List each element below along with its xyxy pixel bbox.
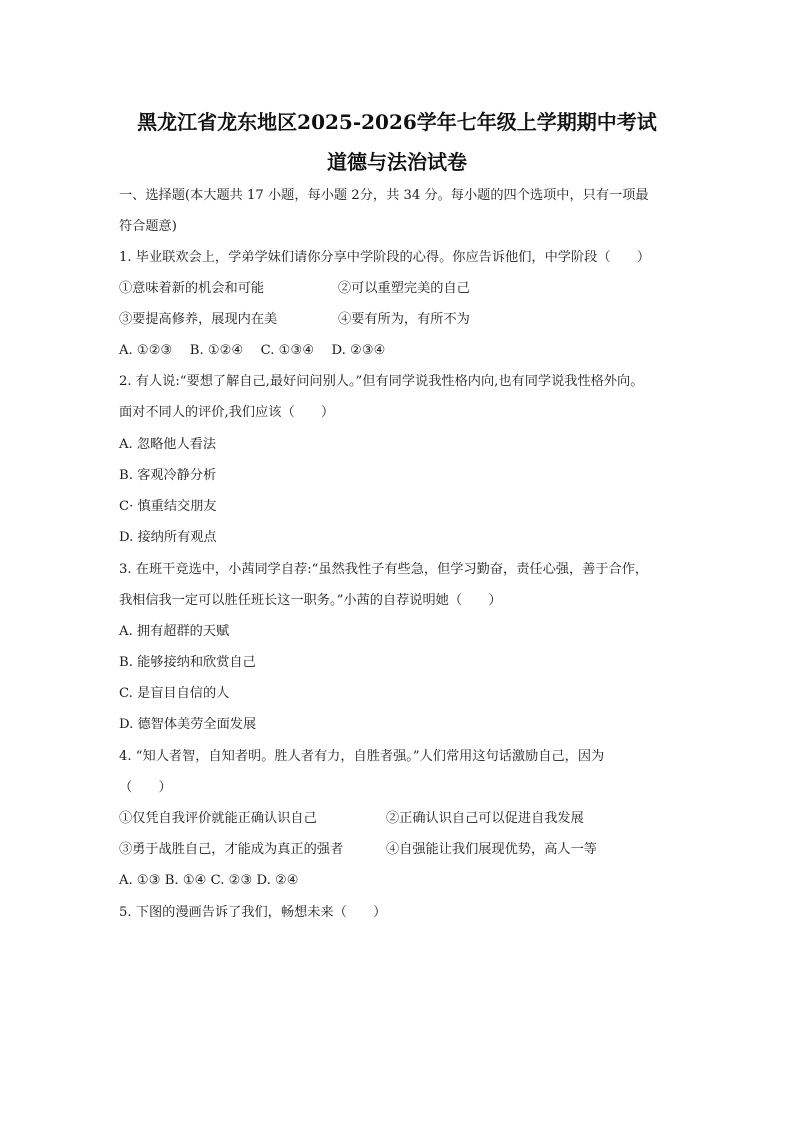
question-4-stem-continued: （ ） xyxy=(119,780,172,795)
question-5-stem: 5. 下图的漫画告诉了我们，畅想未来（ ） xyxy=(119,905,387,920)
question-3-choice-c: C. 是盲目自信的人 xyxy=(119,686,230,701)
question-2-choice-d: D. 接纳所有观点 xyxy=(119,530,217,545)
question-3-choice-b: B. 能够接纳和欣赏自己 xyxy=(119,655,256,670)
question-2-stem-continued: 面对不同人的评价,我们应该（ ） xyxy=(119,405,335,420)
section-heading-continued: 符合题意) xyxy=(119,219,177,234)
question-2-choice-c: C· 慎重结交朋友 xyxy=(119,499,217,514)
question-2-stem: 2. 有人说:“要想了解自己,最好问问别人。”但有同学说我性格内向,也有同学说我性格外向。 xyxy=(119,374,644,389)
question-3-stem-continued: 我相信我一定可以胜任班长这一职务。”小茜的自荐说明她（ ） xyxy=(119,593,502,608)
question-3-choice-a: A. 拥有超群的天赋 xyxy=(119,624,230,639)
question-4-stem: 4. “知人者智，自知者明。胜人者有力，自胜者强。”人们常用这句话激励自己，因为 xyxy=(119,749,605,764)
question-4-choices: A. ①③ B. ①④ C. ②③ D. ②④ xyxy=(119,873,299,888)
question-4-option-1: ①仅凭自我评价就能正确认识自己 xyxy=(119,811,317,826)
question-2-choice-b: B. 客观冷静分析 xyxy=(119,468,217,483)
question-1-option-4: ④要有所为，有所不为 xyxy=(338,312,470,327)
question-1-option-1: ①意味着新的机会和可能 xyxy=(119,281,265,296)
section-heading: 一、选择题(本大题共 17 小题，每小题 2分，共 34 分。每小题的四个选项中，只有一项最 xyxy=(119,188,649,203)
question-3-choice-d: D. 德智体美劳全面发展 xyxy=(119,717,257,732)
question-4-option-4: ④自强能让我们展现优势，高人一等 xyxy=(386,842,597,857)
question-2-choice-a: A. 忽略他人看法 xyxy=(119,437,217,452)
question-4-option-2: ②正确认识自己可以促进自我发展 xyxy=(386,811,584,826)
exam-subtitle: 道德与法治试卷 xyxy=(327,150,467,174)
question-4-option-3: ③勇于战胜自己，才能成为真正的强者 xyxy=(119,842,344,857)
question-1-option-2: ②可以重塑完美的自己 xyxy=(338,281,470,296)
exam-title: 黑龙江省龙东地区2025-2026学年七年级上学期期中考试 xyxy=(137,110,657,134)
question-3-stem: 3. 在班干竞选中，小茜同学自荐:“虽然我性子有些急，但学习勤奋，责任心强，善于合作， xyxy=(119,562,649,577)
question-1-stem: 1. 毕业联欢会上，学弟学妹们请你分享中学阶段的心得。你应告诉他们，中学阶段（ ） xyxy=(119,250,651,265)
question-1-option-3: ③要提高修养，展现内在美 xyxy=(119,312,278,327)
question-1-choices: A. ①②③ B. ①②④ C. ①③④ D. ②③④ xyxy=(119,343,386,358)
